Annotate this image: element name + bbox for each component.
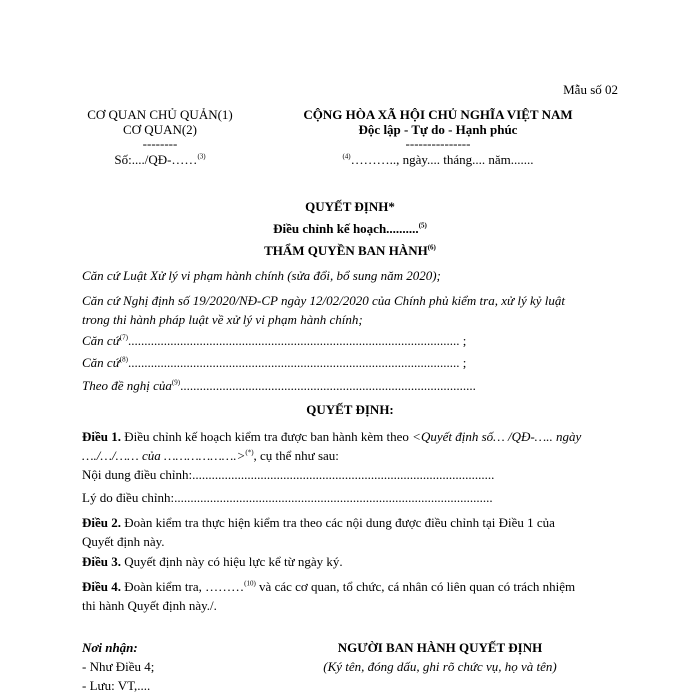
place-and-date: $^{(4)}$……….., ngày.... tháng.... năm....... (342, 152, 534, 167)
national-motto: Độc lập - Tự do - Hạnh phúc (358, 122, 518, 137)
governing-agency: CƠ QUAN CHỦ QUẢN(1) (87, 107, 233, 122)
header-left-divider: -------- (142, 136, 178, 151)
adjustment-content: Nội dung điều chỉnh:............................................................................................. (82, 467, 495, 482)
basis-8: Căn cứ$^{(8)}$...................................................................................................... ; (82, 355, 467, 370)
article-2: Điều 2. Đoàn kiểm tra thực hiện kiểm tra theo các nội dung được điều chỉnh tại Điều 1 của Quyết định này. (82, 515, 555, 549)
basis-proposal: Theo đề nghị của$^{(9)}$........................................................................................... (82, 378, 476, 393)
adjustment-reason: Lý do điều chỉnh:.................................................................................................. (82, 490, 493, 505)
signature-note: (Ký tên, đóng dấu, ghi rõ chức vụ, họ và tên) (323, 659, 557, 674)
header-left (60, 107, 260, 167)
header-right-divider: --------------- (405, 136, 471, 151)
basis-7: Căn cứ$^{(7)}$...................................................................................................... ; (82, 333, 467, 348)
decision-subject: Điều chỉnh kế hoạch..........$^{(5)}$ (273, 221, 427, 236)
form-number: Mẫu số 02 (563, 82, 618, 97)
article-1: Điều 1. Điều chỉnh kế hoạch kiểm tra được ban hành kèm theo <Quyết định số… /QĐ-….. ngày …./…/…… của ……………….>(*), cụ thể như sau: (82, 429, 582, 463)
article-3: Điều 3. Quyết định này có hiệu lực kể từ ngày ký. (82, 554, 343, 569)
recipient-item: - Lưu: VT,.... (82, 678, 151, 693)
decision-title: QUYẾT ĐỊNH* (305, 199, 395, 214)
header-right (268, 107, 608, 167)
basis-law: Căn cứ Luật Xử lý vi phạm hành chính (sửa đổi, bổ sung năm 2020); (82, 268, 441, 283)
basis-decree: Căn cứ Nghị định số 19/2020/NĐ-CP ngày 12/02/2020 của Chính phủ kiểm tra, xử lý kỷ luật trong thi hành pháp luật về xử lý vi phạm hành chính; (82, 293, 565, 327)
document-number: Số:..../QĐ-……$^{(3)}$ (114, 152, 206, 167)
issuing-authority: THẨM QUYỀN BAN HÀNH$^{(6)}$ (264, 243, 436, 258)
signature-block (290, 638, 590, 676)
article-4: Điều 4. Đoàn kiểm tra, ………$^{(10)}$ và các cơ quan, tổ chức, cá nhân có liên quan có trách nhiệm thi hành Quyết định này./. (82, 579, 576, 613)
signer-title: NGƯỜI BAN HÀNH QUYẾT ĐỊNH (337, 640, 543, 655)
recipient-item: - Như Điều 4; (82, 659, 155, 674)
recipients (82, 638, 154, 695)
national-title: CỘNG HÒA XÃ HỘI CHỦ NGHĨA VIỆT NAM (303, 107, 573, 122)
recipients-heading: Nơi nhận: (82, 640, 138, 655)
decision-heading: QUYẾT ĐỊNH: (306, 402, 394, 417)
agency: CƠ QUAN(2) (122, 122, 198, 137)
